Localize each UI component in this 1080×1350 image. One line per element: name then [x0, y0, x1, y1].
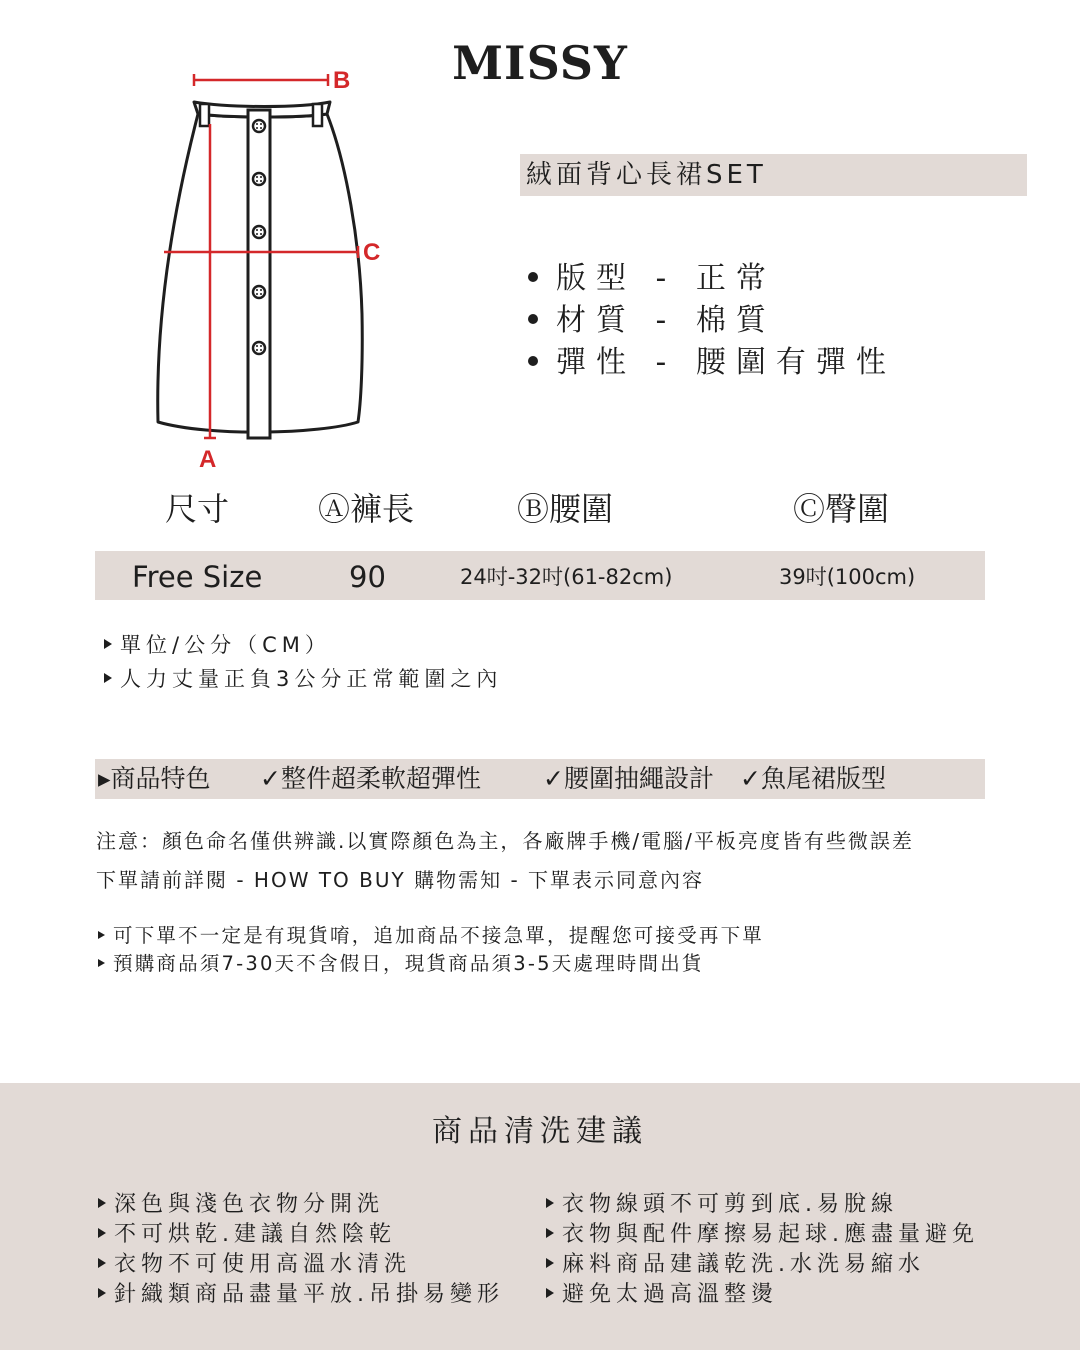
- diagram-label-c: C: [363, 239, 381, 266]
- triangle-bullet-icon: [98, 1198, 106, 1208]
- care-item: 麻料商品建議乾洗.水洗易縮水: [546, 1250, 979, 1280]
- features-label: ▸商品特色: [98, 764, 211, 793]
- spec-value: 棉質: [695, 303, 776, 338]
- care-item: 針織類商品盡量平放.吊掛易變形: [98, 1280, 504, 1310]
- spec-label: 彈性: [556, 345, 636, 380]
- feature-item: ✓整件超柔軟超彈性: [260, 764, 481, 793]
- care-list-left: [98, 1190, 504, 1310]
- triangle-bullet-icon: [546, 1198, 554, 1208]
- care-item: 深色與淺色衣物分開洗: [98, 1190, 504, 1220]
- length-header: Ⓐ褲長: [318, 490, 415, 528]
- spec-value: 正常: [695, 261, 776, 296]
- care-list-right: [546, 1190, 979, 1310]
- color-disclaimer: 注意：顏色命名僅供辨識.以實際顏色為主，各廠牌手機/電腦/平板亮度皆有些微誤差: [96, 829, 914, 853]
- skirt-measurement-diagram: [150, 62, 390, 482]
- spec-separator: -: [655, 261, 677, 296]
- waist-header: Ⓑ腰圍: [517, 490, 614, 528]
- care-item: 避免太過高溫整燙: [546, 1280, 979, 1310]
- spec-separator: -: [655, 303, 677, 338]
- stock-note: 可下單不一定是有現貨唷，追加商品不接急單，提醒您可接受再下單: [98, 922, 764, 950]
- button-placket: [248, 110, 270, 438]
- feature-item: ✓腰圍抽繩設計: [543, 764, 714, 793]
- care-item: 衣物不可使用高溫水清洗: [98, 1250, 504, 1280]
- unit-note: 單位/公分（CM）: [104, 630, 331, 660]
- length-value: 90: [349, 560, 386, 594]
- spec-separator: -: [655, 345, 677, 380]
- triangle-bullet-icon: [98, 1228, 106, 1238]
- spec-value: 腰圍有彈性: [695, 345, 896, 380]
- waist-value: 24吋-32吋(61-82cm): [460, 565, 673, 589]
- care-item: 不可烘乾.建議自然陰乾: [98, 1220, 504, 1250]
- triangle-bullet-icon: [546, 1288, 554, 1298]
- spec-label: 材質: [556, 303, 636, 338]
- shipping-note: 預購商品須7-30天不含假日，現貨商品須3-5天處理時間出貨: [98, 950, 704, 978]
- care-item: 衣物線頭不可剪到底.易脫線: [546, 1190, 979, 1220]
- belt-loop-right: [313, 104, 322, 126]
- hip-header: Ⓒ臀圍: [793, 490, 890, 528]
- purchase-notice: 下單請前詳閱 - HOW TO BUY 購物需知 - 下單表示同意內容: [96, 868, 705, 892]
- feature-item: ✓魚尾裙版型: [740, 764, 886, 793]
- triangle-bullet-icon: [104, 639, 112, 649]
- care-item: 衣物與配件摩擦易起球.應盡量避免: [546, 1220, 979, 1250]
- hip-value: 39吋(100cm): [779, 565, 916, 589]
- spec-item: [524, 258, 896, 300]
- tolerance-note: 人力丈量正負3公分正常範圍之內: [104, 664, 502, 694]
- spec-label: 版型: [556, 261, 636, 296]
- care-title: 商品清洗建議: [432, 1114, 648, 1149]
- triangle-bullet-icon: [98, 959, 105, 967]
- triangle-bullet-icon: [98, 1258, 106, 1268]
- spec-item: [524, 300, 896, 342]
- size-header: 尺寸: [165, 490, 230, 528]
- product-title: 絨面背心長裙SET: [526, 160, 767, 190]
- brand-logo: MISSY: [452, 36, 628, 90]
- size-value: Free Size: [132, 560, 263, 594]
- diagram-label-b: B: [333, 67, 351, 94]
- bullet-icon: [528, 314, 538, 324]
- spec-list: [524, 258, 896, 384]
- spec-item: [524, 342, 896, 384]
- triangle-bullet-icon: [104, 673, 112, 683]
- diagram-label-a: A: [199, 446, 217, 473]
- belt-loop-left: [200, 104, 209, 126]
- triangle-bullet-icon: [546, 1228, 554, 1238]
- bullet-icon: [528, 356, 538, 366]
- triangle-bullet-icon: [98, 931, 105, 939]
- triangle-bullet-icon: [546, 1258, 554, 1268]
- bullet-icon: [528, 272, 538, 282]
- triangle-bullet-icon: [98, 1288, 106, 1298]
